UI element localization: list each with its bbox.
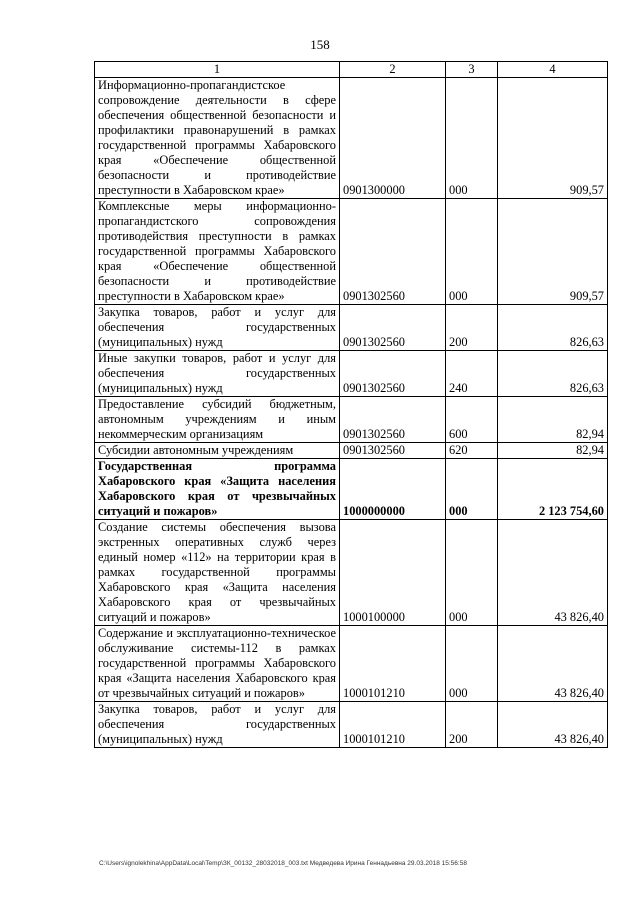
row-amount: 43 826,40 bbox=[498, 626, 608, 702]
row-target-code: 0901302560 bbox=[340, 351, 446, 397]
row-amount: 826,63 bbox=[498, 351, 608, 397]
row-target-code: 1000101210 bbox=[340, 626, 446, 702]
table-row bbox=[95, 78, 608, 199]
table-row bbox=[95, 305, 608, 351]
column-header-1: 1 bbox=[95, 62, 340, 78]
row-amount: 43 826,40 bbox=[498, 520, 608, 626]
row-amount: 826,63 bbox=[498, 305, 608, 351]
table-row bbox=[95, 459, 608, 520]
row-target-code: 1000101210 bbox=[340, 702, 446, 748]
row-description: Закупка товаров, работ и услуг для обеспечения государственных (муниципальных) нужд bbox=[95, 702, 340, 748]
table-row bbox=[95, 199, 608, 305]
row-amount: 909,57 bbox=[498, 199, 608, 305]
table-row bbox=[95, 626, 608, 702]
row-description: Предоставление субсидий бюджетным, автономным учреждениям и иным некоммерческим организациям bbox=[95, 397, 340, 443]
row-expense-type: 000 bbox=[446, 199, 498, 305]
table-header-row bbox=[95, 62, 608, 78]
row-expense-type: 000 bbox=[446, 459, 498, 520]
row-description: Субсидии автономным учреждениям bbox=[95, 443, 340, 459]
row-description: Содержание и эксплуатационно-техническое обслуживание системы-112 в рамках государственной программы Хабаровского края «Защита населения Хабаровского края от чрезвычайных ситуаций и пожаров» bbox=[95, 626, 340, 702]
row-target-code: 0901302560 bbox=[340, 443, 446, 459]
row-amount: 2 123 754,60 bbox=[498, 459, 608, 520]
row-expense-type: 000 bbox=[446, 78, 498, 199]
row-amount: 909,57 bbox=[498, 78, 608, 199]
table-row bbox=[95, 351, 608, 397]
table-row bbox=[95, 520, 608, 626]
table-body bbox=[95, 78, 608, 748]
row-description: Информационно-пропагандистское сопровождение деятельности в сфере обеспечения общественной безопасности и профилактики правонарушений в рамках государственной программы Хабаровского края «Обеспечение общественной безопасности и противодействие преступности в Хабаровском крае» bbox=[95, 78, 340, 199]
row-description: Комплексные меры информационно-пропагандистского сопровождения противодействия преступности в рамках государственной программы Хабаровского края «Обеспечение общественной безопасности и противодействие преступности в Хабаровском крае» bbox=[95, 199, 340, 305]
row-amount: 82,94 bbox=[498, 443, 608, 459]
row-description: Иные закупки товаров, работ и услуг для обеспечения государственных (муниципальных) нужд bbox=[95, 351, 340, 397]
row-target-code: 1000000000 bbox=[340, 459, 446, 520]
row-expense-type: 600 bbox=[446, 397, 498, 443]
row-expense-type: 200 bbox=[446, 702, 498, 748]
row-description: Государственная программа Хабаровского края «Защита населения Хабаровского края от чрезвычайных ситуаций и пожаров» bbox=[95, 459, 340, 520]
column-header-2: 2 bbox=[340, 62, 446, 78]
row-target-code: 0901300000 bbox=[340, 78, 446, 199]
row-target-code: 0901302560 bbox=[340, 199, 446, 305]
table-row bbox=[95, 443, 608, 459]
row-target-code: 1000100000 bbox=[340, 520, 446, 626]
row-target-code: 0901302560 bbox=[340, 305, 446, 351]
footer-file-path: C:\Users\ignolekhina\AppData\Local\Temp\ЗК_00132_28032018_003.txt Медведева Ирина Геннадьевна 29.03.2018 15:56:58 bbox=[99, 860, 467, 867]
row-expense-type: 000 bbox=[446, 520, 498, 626]
row-description: Закупка товаров, работ и услуг для обеспечения государственных (муниципальных) нужд bbox=[95, 305, 340, 351]
row-expense-type: 200 bbox=[446, 305, 498, 351]
table-row bbox=[95, 397, 608, 443]
budget-table bbox=[94, 61, 608, 748]
row-expense-type: 620 bbox=[446, 443, 498, 459]
row-expense-type: 240 bbox=[446, 351, 498, 397]
row-target-code: 0901302560 bbox=[340, 397, 446, 443]
row-amount: 82,94 bbox=[498, 397, 608, 443]
row-description: Создание системы обеспечения вызова экстренных оперативных служб через единый номер «112» на территории края в рамках государственной программы Хабаровского края «Защита населения Хабаровского края от чрезвычайных ситуаций и пожаров» bbox=[95, 520, 340, 626]
page-number: 158 bbox=[310, 37, 330, 52]
table-row bbox=[95, 702, 608, 748]
column-header-3: 3 bbox=[446, 62, 498, 78]
column-header-4: 4 bbox=[498, 62, 608, 78]
row-amount: 43 826,40 bbox=[498, 702, 608, 748]
row-expense-type: 000 bbox=[446, 626, 498, 702]
